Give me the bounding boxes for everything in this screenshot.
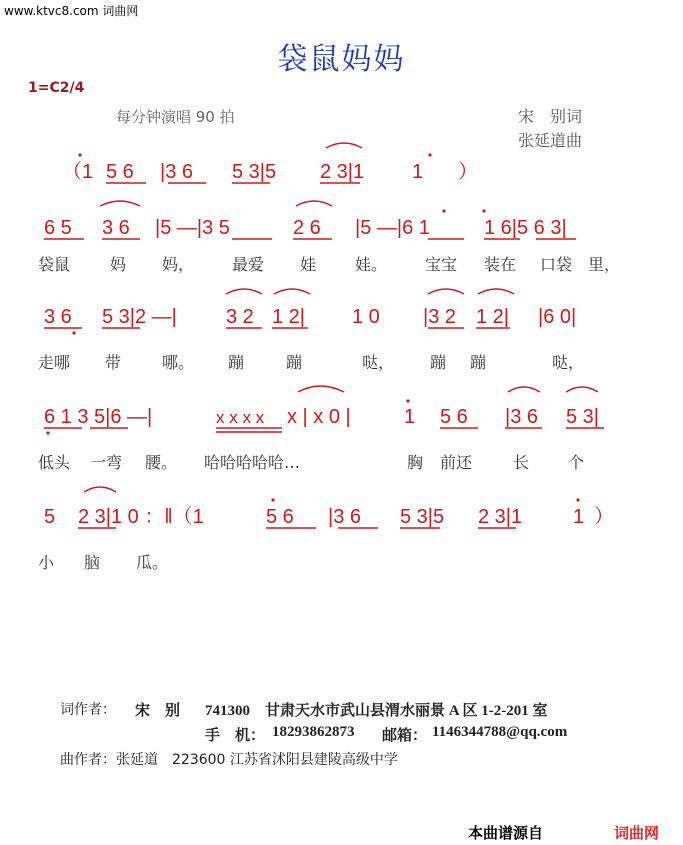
score-row1-seg4: |5 —|6 1 <box>355 217 430 239</box>
score-row2-seg6: 1 2| <box>476 306 509 328</box>
score-row3-seg6: 5 3| <box>566 406 599 428</box>
lyric-line4-w1: 脑 <box>84 553 101 572</box>
score-row2-seg3: 1 2| <box>272 306 305 328</box>
score-row4-seg5: 2 3|1 <box>478 506 523 528</box>
score-row3-seg4: 5 6 <box>440 406 468 428</box>
lyric-line2-w0: 走哪 <box>38 353 71 372</box>
lyric-line3-w0: 低头 <box>38 453 71 472</box>
lyric-line3-w7: 个 <box>568 453 585 472</box>
phone-label: 手 机： <box>205 728 266 744</box>
source-logo: 词曲网 <box>614 824 660 842</box>
score-row0-seg0: （1 <box>62 161 94 183</box>
score-row0-seg2: |3 6 <box>160 161 193 183</box>
lyric-line2-w2: 哪。 <box>162 353 195 372</box>
tempo-marking: 每分钟演唱 90 拍 <box>116 108 235 126</box>
score-row3-seg1: x x x x <box>216 408 265 427</box>
score-row0-seg6: ） <box>458 161 478 183</box>
score-row1-seg5: 1 6|5 6 3| <box>484 217 567 239</box>
lyric-line1-w0: 袋鼠 <box>38 255 71 274</box>
lyricist-label: 词作者： <box>60 702 116 718</box>
lyric-line3-w6: 长 <box>513 453 530 472</box>
score-row3-seg0: 6 1 3 5|6 —| <box>44 406 153 428</box>
lyric-line1-w9: 里， <box>588 255 621 274</box>
source-note: 本曲谱源自 <box>468 824 544 842</box>
phone-number: 18293862873 <box>272 724 355 740</box>
email-address: 1146344788@qq.com <box>432 724 568 740</box>
lyric-line1-w7: 装在 <box>484 255 517 274</box>
score-row4-seg2: 5 6 <box>266 506 294 528</box>
score-row2-seg2: 3 2 <box>226 306 254 328</box>
lyric-line3-w4: 胸 <box>407 453 424 472</box>
key-signature: 1=C2/4 <box>28 80 85 96</box>
lyric-line2-w1: 带 <box>105 353 122 372</box>
lyric-line2-w7: 蹦 <box>470 353 487 372</box>
score-row3-seg3: 1 <box>404 406 416 428</box>
lyric-line2-w4: 蹦 <box>286 353 303 372</box>
score-row1-seg2: |5 —|3 5 <box>155 217 230 239</box>
score-row0-seg1: 5 6 <box>106 161 134 183</box>
lyric-line2-w8: 哒， <box>552 353 585 372</box>
score-row2-seg7: |6 0| <box>538 306 577 328</box>
score-row4-seg4: 5 3|5 <box>400 506 445 528</box>
lyric-line3-w3: 哈哈哈哈哈… <box>204 453 301 472</box>
lyric-line2-w3: 蹦 <box>228 353 245 372</box>
score-row4-seg6: 1 <box>573 506 585 528</box>
lyricist-name: 宋 别 <box>135 703 181 719</box>
lyric-line3-w1: 一弯 <box>90 453 123 472</box>
composer-line: 曲作者：张延道 223600 江苏省沭阳县建陵高级中学 <box>60 752 398 768</box>
score-row0-seg4: 2 3|1 <box>320 161 365 183</box>
score-row2-seg4: 1 0 <box>352 306 380 328</box>
lyric-line2-w6: 蹦 <box>430 353 447 372</box>
score-row0-seg3: 5 3|5 <box>232 161 277 183</box>
score-row2-seg1: 5 3|2 —| <box>102 306 177 328</box>
lyric-line1-w3: 最爱 <box>232 255 265 274</box>
score-row3-seg5: |3 6 <box>505 406 538 428</box>
score-row4-seg7: ） <box>594 506 614 528</box>
composer-credit: 张延道曲 <box>518 131 583 150</box>
lyric-line4-w2: 瓜。 <box>136 553 169 572</box>
score-row1-seg1: 3 6 <box>102 217 130 239</box>
lyric-line1-w8: 口袋 <box>540 255 573 274</box>
score-row1-seg0: 6 5 <box>44 217 72 239</box>
lyricist-address: 741300 甘肃天水市武山县渭水丽景 A 区 1-2-201 室 <box>205 703 548 719</box>
lyric-line2-w5: 哒， <box>362 353 395 372</box>
lyric-line1-w2: 妈， <box>162 255 195 274</box>
site-watermark: www.ktvc8.com 词曲网 <box>4 4 139 18</box>
score-row1-seg3: 2 6 <box>293 217 321 239</box>
score-row4-seg0: 5 <box>44 506 56 528</box>
score-row3-seg2: x | x 0 | <box>287 406 351 428</box>
lyricist-credit: 宋 别词 <box>518 107 583 126</box>
score-row4-seg1: 2 3|1 0 ：‖（1 <box>78 506 204 528</box>
lyric-line1-w1: 妈 <box>110 255 127 274</box>
lyric-line1-w5: 娃。 <box>355 255 388 274</box>
lyric-line3-w5: 前还 <box>440 453 473 472</box>
lyric-line4-w0: 小 <box>38 553 55 572</box>
email-label: 邮箱： <box>382 728 428 744</box>
score-row2-seg5: |3 2 <box>423 306 456 328</box>
lyric-line1-w6: 宝宝 <box>425 255 458 274</box>
song-title: 袋鼠妈妈 <box>277 42 406 77</box>
lyric-line1-w4: 娃 <box>300 255 317 274</box>
score-row2-seg0: 3 6 <box>44 306 72 328</box>
score-row0-seg5: 1 <box>412 161 424 183</box>
lyric-line3-w2: 腰。 <box>145 453 178 472</box>
score-row4-seg3: |3 6 <box>328 506 361 528</box>
